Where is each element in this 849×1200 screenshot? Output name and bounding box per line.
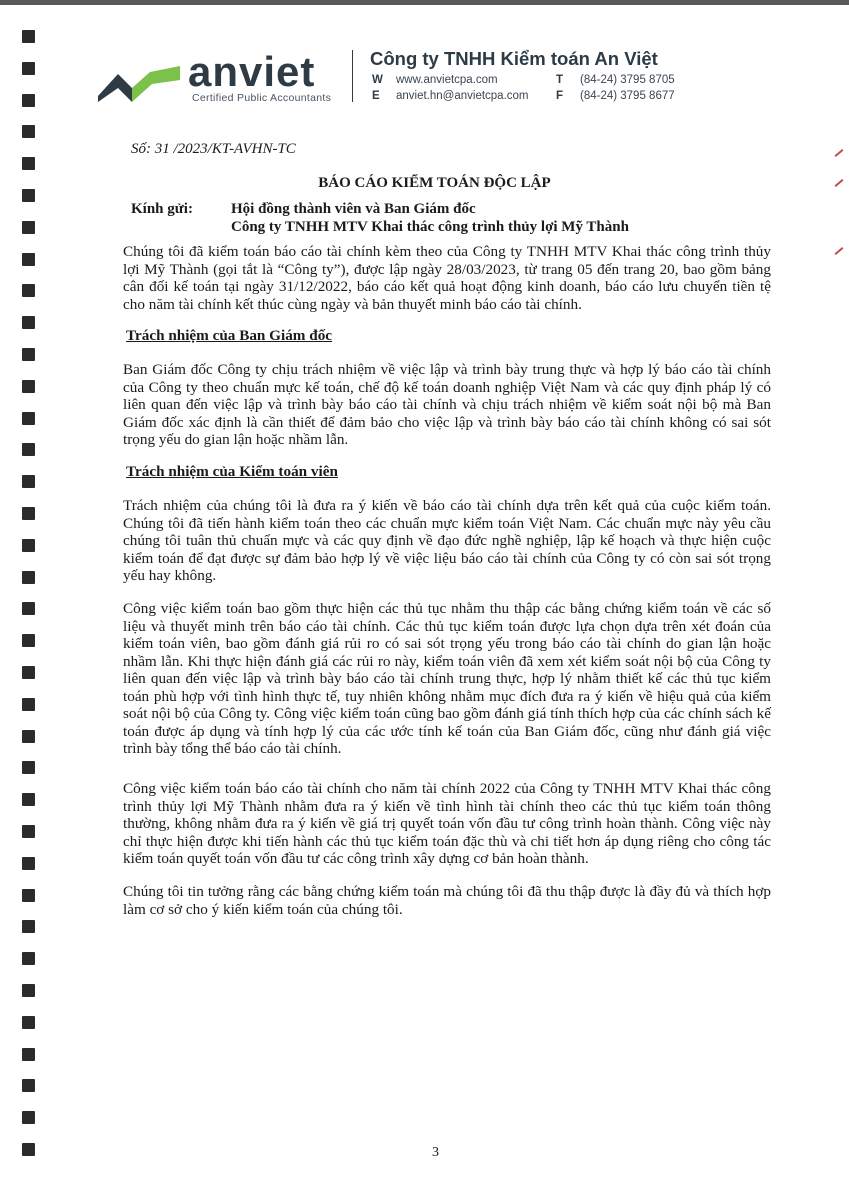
binding-hole bbox=[22, 920, 35, 933]
section-heading-management: Trách nhiệm của Ban Giám đốc bbox=[126, 327, 333, 344]
binding-hole bbox=[22, 316, 35, 329]
email-label: E bbox=[372, 90, 380, 102]
binding-hole bbox=[22, 1079, 35, 1092]
binding-hole bbox=[22, 666, 35, 679]
binding-hole bbox=[22, 730, 35, 743]
anviet-logo-icon bbox=[98, 62, 180, 102]
binding-hole bbox=[22, 125, 35, 138]
binding-hole bbox=[22, 94, 35, 107]
binding-hole bbox=[22, 221, 35, 234]
auditor-responsibility-paragraph-1: Trách nhiệm của chúng tôi là đưa ra ý kiến về báo cáo tài chính dựa trên kết quả của cuộc kiểm toán. Chúng tôi đã tiến hành kiểm toán theo các chuẩn mực kiểm toán Việt Nam. Các chuẩn mực này yêu cầu chúng tôi tuân thủ chuẩn mực và các quy định về đạo đức nghề nghiệp, lập kế hoạch và thực hiện cuộc kiểm toán để đạt được sự đảm bảo hợp lý về việc liệu báo cáo tài chính của Công ty có còn sai sót trọng yếu hay không. bbox=[123, 497, 771, 584]
binding-hole bbox=[22, 698, 35, 711]
binding-hole bbox=[22, 602, 35, 615]
binding-hole bbox=[22, 62, 35, 75]
page-top-edge bbox=[0, 0, 849, 5]
binding-hole bbox=[22, 634, 35, 647]
brand-name: anviet bbox=[188, 48, 316, 95]
website-line bbox=[372, 74, 498, 86]
email-line bbox=[372, 90, 529, 102]
auditor-responsibility-paragraph-4: Chúng tôi tin tưởng rằng các bằng chứng kiểm toán mà chúng tôi đã thu thập được là đầy đủ và thích hợp làm cơ sở cho ý kiến kiểm toán của chúng tôi. bbox=[123, 883, 771, 918]
email-text: anviet.hn@anvietcpa.com bbox=[396, 90, 529, 102]
binding-hole bbox=[22, 857, 35, 870]
binding-hole bbox=[22, 761, 35, 774]
stamp-mark bbox=[835, 247, 844, 255]
phone-line bbox=[556, 74, 675, 86]
binding-hole bbox=[22, 30, 35, 43]
binding-hole bbox=[22, 157, 35, 170]
binding-holes bbox=[22, 30, 38, 1180]
binding-hole bbox=[22, 952, 35, 965]
binding-hole bbox=[22, 571, 35, 584]
auditor-responsibility-paragraph-2: Công việc kiểm toán bao gồm thực hiện các thủ tục nhằm thu thập các bằng chứng kiểm toán về các số liệu và thuyết minh trên báo cáo tài chính. Các thủ tục kiểm toán được lựa chọn dựa trên xét đoán của kiểm toán viên, bao gồm đánh giá rủi ro có sai sót trọng yếu trong báo cáo tài chính do gian lận hoặc nhầm lẫn. Khi thực hiện đánh giá các rủi ro này, kiểm toán viên đã xem xét kiểm soát nội bộ của Công ty liên quan đến việc lập và trình bày báo cáo tài chính trung thực, hợp lý nhằm thiết kế các thủ tục kiểm toán phù hợp với tình hình thực tế, tuy nhiên không nhằm mục đích đưa ra ý kiến về hiệu quả của kiểm soát nội bộ của Công ty. Công việc kiểm toán cũng bao gồm đánh giá tính thích hợp của các chính sách kế toán được áp dụng và tính hợp lý của các ước tính kế toán của Ban Giám đốc, cũng như đánh giá việc trình bày tổng thể báo cáo tài chính. bbox=[123, 600, 771, 757]
intro-paragraph: Chúng tôi đã kiểm toán báo cáo tài chính kèm theo của Công ty TNHH MTV Khai thác công trình thủy lợi Mỹ Thành (gọi tắt là “Công ty”), được lập ngày 28/03/2023, từ trang 05 đến trang 20, bao gồm bảng cân đối kế toán tại ngày 31/12/2022, báo cáo kết quả hoạt động kinh doanh, báo cáo lưu chuyển tiền tệ cho năm tài chính kết thúc cùng ngày và bản thuyết minh báo cáo tài chính. bbox=[123, 243, 771, 313]
letterhead-divider bbox=[352, 50, 353, 102]
binding-hole bbox=[22, 412, 35, 425]
auditor-company-name: Công ty TNHH Kiểm toán An Việt bbox=[370, 48, 658, 69]
binding-hole bbox=[22, 539, 35, 552]
binding-hole bbox=[22, 443, 35, 456]
addressee-line-1: Hội đồng thành viên và Ban Giám đốc bbox=[231, 201, 476, 217]
binding-hole bbox=[22, 253, 35, 266]
binding-hole bbox=[22, 507, 35, 520]
report-title: BÁO CÁO KIỂM TOÁN ĐỘC LẬP bbox=[318, 175, 551, 191]
binding-hole bbox=[22, 1016, 35, 1029]
section-heading-auditor: Trách nhiệm của Kiểm toán viên bbox=[126, 463, 338, 480]
binding-hole bbox=[22, 1111, 35, 1124]
stamp-mark bbox=[835, 149, 844, 157]
addressee-label: Kính gửi: bbox=[131, 201, 193, 217]
page-number: 3 bbox=[432, 1145, 439, 1160]
fax-text: (84-24) 3795 8677 bbox=[580, 90, 675, 102]
auditor-responsibility-paragraph-3: Công việc kiểm toán báo cáo tài chính cho năm tài chính 2022 của Công ty TNHH MTV Khai thác công trình thủy lợi Mỹ Thành nhằm đưa ra ý kiến về tình hình tài chính theo các thủ tục kiểm toán thông thường, không nhằm đưa ra ý kiến về giá trị quyết toán vốn đầu tư công trình hoàn thành. Công việc này chỉ thực hiện được khi tiến hành các thủ tục kiểm toán đặc thù và chi tiết hơn áp dụng riêng cho công tác kiểm toán quyết toán vốn đầu tư các công trình xây dựng cơ bản hoàn thành. bbox=[123, 780, 771, 867]
binding-hole bbox=[22, 284, 35, 297]
fax-label: F bbox=[556, 90, 564, 102]
binding-hole bbox=[22, 475, 35, 488]
binding-hole bbox=[22, 984, 35, 997]
fax-line bbox=[556, 90, 675, 102]
website-text: www.anvietcpa.com bbox=[396, 74, 498, 86]
website-label: W bbox=[372, 74, 383, 86]
binding-hole bbox=[22, 793, 35, 806]
management-responsibility-paragraph: Ban Giám đốc Công ty chịu trách nhiệm về việc lập và trình bày trung thực và hợp lý báo cáo tài chính của Công ty theo chuẩn mực kế toán, chế độ kế toán doanh nghiệp Việt Nam và các quy định pháp lý có liên quan đến việc lập và trình bày báo cáo tài chính và chịu trách nhiệm về kiểm soát nội bộ mà Ban Giám đốc xác định là cần thiết để đảm bảo cho việc lập và trình bày báo cáo tài chính không có sai sót trọng yếu do gian lận hoặc nhầm lẫn. bbox=[123, 361, 771, 448]
binding-hole bbox=[22, 1048, 35, 1061]
brand-tagline: Certified Public Accountants bbox=[192, 92, 332, 104]
phone-label: T bbox=[556, 74, 564, 86]
binding-hole bbox=[22, 380, 35, 393]
addressee-line-2: Công ty TNHH MTV Khai thác công trình thủy lợi Mỹ Thành bbox=[231, 219, 629, 235]
binding-hole bbox=[22, 889, 35, 902]
phone-text: (84-24) 3795 8705 bbox=[580, 74, 675, 86]
binding-hole bbox=[22, 348, 35, 361]
binding-hole bbox=[22, 825, 35, 838]
document-number: Số: 31 /2023/KT-AVHN-TC bbox=[131, 141, 296, 157]
